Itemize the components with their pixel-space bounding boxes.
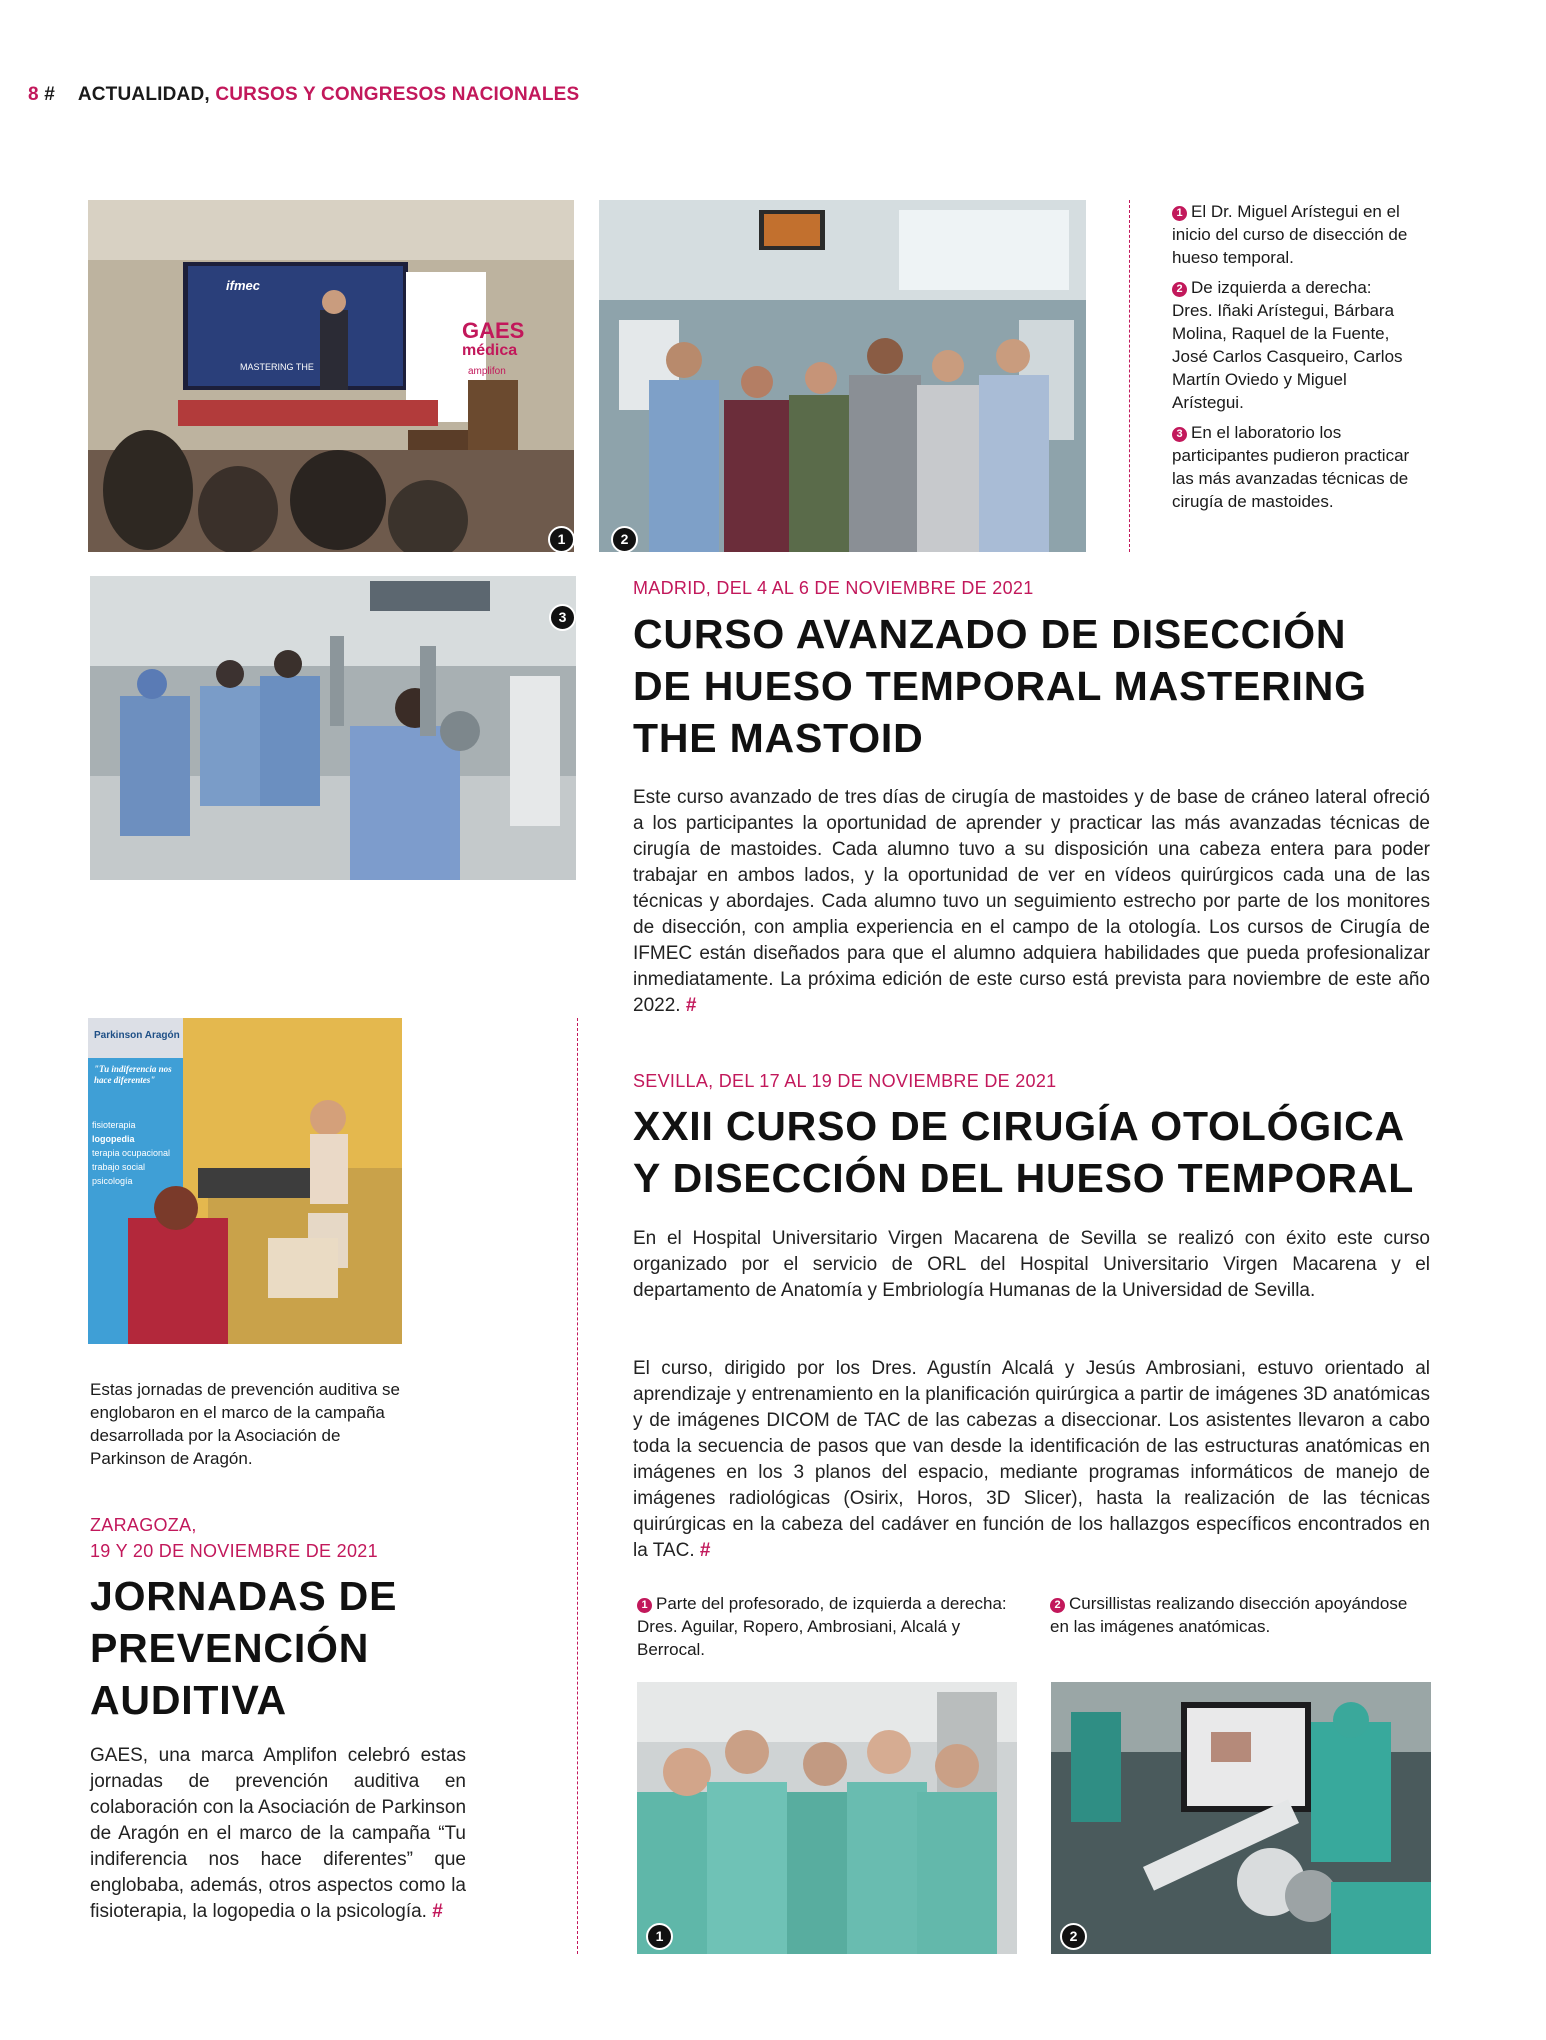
photo-trainees bbox=[1051, 1682, 1431, 1954]
madrid-body bbox=[633, 785, 1430, 1019]
sevilla-caption-1 bbox=[637, 1592, 1032, 1661]
header-hash: # bbox=[44, 84, 56, 105]
sevilla-headline: XXII CURSO DE CIRUGÍA OTOLÓGICA Y DISECCIÓN DEL HUESO TEMPORAL bbox=[633, 1103, 1415, 1201]
caption-number: 3 bbox=[1172, 427, 1187, 442]
caption-divider bbox=[1129, 200, 1130, 552]
sevilla-caption-2 bbox=[1050, 1592, 1420, 1638]
caption-item bbox=[1172, 200, 1412, 269]
banner-org: Parkinson Aragón bbox=[94, 1030, 180, 1041]
sevilla-body-p1: En el Hospital Universitario Virgen Macarena de Sevilla se realizó con éxito este curso organizado por el servicio de ORL del Hospital Universitario Virgen Macarena y el departamento de Anatomía y Embriología Humanas de la Universidad de Sevilla. bbox=[633, 1228, 1430, 1301]
madrid-body-text: Este curso avanzado de tres días de cirugía de mastoides y de base de cráneo lateral ofreció a los participantes la oportunidad de aprender y practicar las más avanzadas técnicas de cirugía de mastoides. Cada alumno tuvo a su disposición una cabeza entera para poder trabajar en ambos lados, y la oportunidad de ver en vídeos quirúrgicos cada una de las técnicas y abordajes. Cada alumno tuvo un seguimiento estrecho por parte de los monitores de disección, con amplia experiencia en el campo de la otología. Los cursos de Cirugía de IFMEC están diseñados para que el alumno adquiera habilidades que pueda profesionalizar inmediatamente. La próxima edición de este curso está prevista para noviembre de este año 2022. bbox=[633, 787, 1430, 1016]
banner-word: fisioterapia bbox=[92, 1120, 136, 1130]
end-mark: # bbox=[432, 1901, 443, 1922]
photo-faculty bbox=[637, 1682, 1017, 1954]
photo-faculty-image bbox=[637, 1682, 1017, 1954]
banner-sub: médica bbox=[462, 342, 518, 359]
caption-text: De izquierda a derecha: Dres. Iñaki Arístegui, Bárbara Molina, Raquel de la Fuente, José Carlos Casqueiro, Carlos Martín Oviedo y Miguel Arístegui. bbox=[1172, 278, 1403, 412]
caption-text: Parte del profesorado, de izquierda a derecha: Dres. Aguilar, Ropero, Ambrosiani, Alcalá y Berrocal. bbox=[637, 1594, 1007, 1659]
banner-word: trabajo social bbox=[92, 1162, 146, 1172]
photo-trainees-image bbox=[1051, 1682, 1431, 1954]
caption-item bbox=[1172, 276, 1412, 414]
sevilla-body-p2 bbox=[633, 1356, 1430, 1564]
photo-badge: 2 bbox=[611, 526, 638, 552]
banner-quote: "Tu indiferencia nos hace diferentes" bbox=[94, 1064, 172, 1085]
caption-text: El Dr. Miguel Arístegui en el inicio del curso de disección de hueso temporal. bbox=[1172, 202, 1408, 267]
caption-number: 1 bbox=[637, 1598, 652, 1613]
madrid-kicker: MADRID, DEL 4 AL 6 DE NOVIEMBRE DE 2021 bbox=[633, 578, 1034, 598]
banner-brand: GAES bbox=[462, 318, 525, 343]
zaragoza-body-text: GAES, una marca Amplifon celebró estas jornadas de prevención auditiva en colaboración con la Asociación de Parkinson de Aragón en el marco de la campaña “Tu indiferencia nos hace diferentes” que englobaba, además, otros aspectos como la fisioterapia, la logopedia o la psicología. bbox=[90, 1745, 467, 1922]
slide-text: MASTERING THE bbox=[240, 362, 314, 372]
caption-text: En el laboratorio los participantes pudieron practicar las más avanzadas técnicas de cirugía de mastoides. bbox=[1172, 423, 1410, 511]
sevilla-kicker: SEVILLA, DEL 17 AL 19 DE NOVIEMBRE DE 2021 bbox=[633, 1071, 1057, 1091]
caption-number: 2 bbox=[1172, 282, 1187, 297]
parkinson-caption: Estas jornadas de prevención auditiva se englobaron en el marco de la campaña desarrollada por la Asociación de Parkinson de Aragón. bbox=[90, 1380, 400, 1468]
subsection-label: CURSOS Y CONGRESOS NACIONALES bbox=[215, 84, 580, 105]
slide-brand: ifmec bbox=[226, 278, 260, 293]
madrid-captions bbox=[1172, 200, 1412, 520]
photo-badge: 3 bbox=[549, 604, 576, 631]
photo-badge: 1 bbox=[646, 1923, 673, 1950]
photo-badge: 2 bbox=[1060, 1923, 1087, 1950]
photo-group bbox=[599, 200, 1086, 552]
photo-group-image bbox=[599, 200, 1086, 552]
banner-word: logopedia bbox=[92, 1134, 135, 1144]
caption-number: 1 bbox=[1172, 206, 1187, 221]
photo-lecture bbox=[88, 200, 574, 552]
end-mark: # bbox=[685, 995, 697, 1016]
zaragoza-kicker-line1: ZARAGOZA, bbox=[90, 1515, 197, 1535]
banner-word: terapia ocupacional bbox=[92, 1148, 171, 1158]
zaragoza-headline: JORNADAS DE PREVENCIÓN AUDITIVA bbox=[90, 1573, 398, 1723]
photo-lab bbox=[90, 576, 576, 880]
zaragoza-kicker-line2: 19 Y 20 DE NOVIEMBRE DE 2021 bbox=[90, 1541, 378, 1561]
column-divider bbox=[577, 1018, 578, 1954]
sevilla-body-text: El curso, dirigido por los Dres. Agustín Alcalá y Jesús Ambrosiani, estuvo orientado al aprendizaje y entrenamiento en la planificación quirúrgica a partir de imágenes 3D anatómicas y de imágenes DICOM de TAC de las cabezas a diseccionar. Los asistentes llevaron a cabo toda la secuencia de pasos que van desde la identificación de las estructuras anatómicas en imágenes en los 3 planos del espacio, mediante programas informáticos de manejo de imágenes radiológicas (Osirix, Horos, 3D Slicer), hasta la realización de las técnicas quirúrgicas en la cabeza del cadáver en función de los hallazgos específicos encontrados en la TAC. bbox=[633, 1358, 1430, 1561]
zaragoza-kicker bbox=[90, 1512, 378, 1564]
madrid-headline: CURSO AVANZADO DE DISECCIÓN DE HUESO TEMPORAL MASTERING THE MASTOID bbox=[633, 611, 1367, 761]
end-mark: # bbox=[699, 1540, 711, 1561]
photo-parkinson bbox=[88, 1018, 402, 1344]
page-header bbox=[28, 84, 579, 106]
zaragoza-body bbox=[90, 1743, 466, 1925]
page-number: 8 bbox=[28, 84, 39, 105]
photo-lab-image bbox=[90, 576, 576, 880]
banner-word: psicología bbox=[92, 1176, 133, 1186]
section-label: ACTUALIDAD, bbox=[77, 84, 210, 105]
photo-badge: 1 bbox=[548, 526, 574, 552]
banner-tag: amplifon bbox=[468, 366, 506, 377]
banner-word-list bbox=[92, 1118, 178, 1188]
caption-text: Cursillistas realizando disección apoyándose en las imágenes anatómicas. bbox=[1050, 1594, 1408, 1636]
caption-number: 2 bbox=[1050, 1598, 1065, 1613]
caption-item bbox=[1172, 421, 1412, 513]
